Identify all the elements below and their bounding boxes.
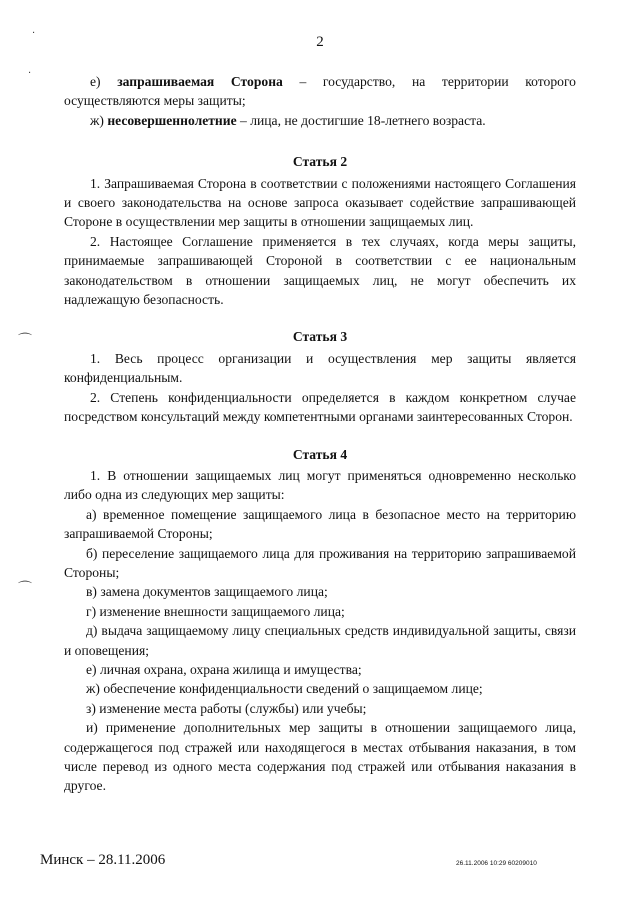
article-4-item-i: и) применение дополнительных мер защиты в отношении защищаемого лица, содержащегося под стражей или находящегося в местах отбывания наказания, в том числе перевод из одного места содержания под стражей или отбывания наказания в другое. <box>64 720 576 794</box>
article-4-item-v: в) замена документов защищаемого лица; <box>86 584 328 600</box>
document-body <box>64 72 576 796</box>
definition-zh-prefix: ж) <box>90 112 108 128</box>
article-4-item-b: б) переселение защищаемого лица для проживания на территорию запрашиваемой Стороны; <box>64 545 576 580</box>
definition-e <box>64 72 576 111</box>
article-3-paragraph-1: 1. Весь процесс организации и осуществления мер защиты является конфиденциальным. <box>64 350 576 386</box>
definition-zh-text: – лица, не достигшие 18-летнего возраста. <box>236 112 486 128</box>
scan-speck: · <box>28 68 32 79</box>
scan-mark: ⌒ <box>18 581 32 597</box>
definition-e-term: запрашиваемая Сторона <box>117 74 283 89</box>
definition-e-prefix: е) <box>90 74 118 89</box>
footer-place-date: Минск – 28.11.2006 <box>40 852 166 868</box>
article-2-title: Статья 2 <box>292 154 348 170</box>
article-2-paragraph-2: 2. Настоящее Соглашение применяется в тех случаях, когда меры защиты, принимаемые запрашивающей Стороной в соответствии с ее национальным законодательством в отношении защищаемых лиц, не могут обеспечить их надлежащую безопасность. <box>64 233 576 308</box>
page-number: 2 <box>316 34 324 50</box>
scan-speck: · <box>32 28 36 39</box>
article-4-intro: 1. В отношении защищаемых лиц могут применяться одновременно несколько либо одна из следующих мер защиты: <box>64 467 576 503</box>
article-4-item-z: з) изменение места работы (службы) или учебы; <box>86 700 367 716</box>
footer-fax-stamp: 26.11.2006 10:29 60209010 <box>456 860 537 867</box>
article-4-item-a: а) временное помещение защищаемого лица в безопасное место на территорию запрашиваемой Стороны; <box>64 506 576 542</box>
scan-mark: ⌒ <box>18 333 32 349</box>
definition-zh <box>64 111 576 130</box>
article-2-paragraph-1: 1. Запрашиваемая Сторона в соответствии с положениями настоящего Соглашения и своего законодательства на основе запроса оказывает содействие запрашивающей Стороне в осуществлении мер защиты в отношении защищаемых лиц. <box>64 175 576 230</box>
article-4-title: Статья 4 <box>292 446 348 462</box>
article-4-item-e: е) личная охрана, охрана жилища и имущества; <box>86 661 362 677</box>
definition-e-text: – государство, на территории которого осуществляются меры защиты; <box>64 74 576 109</box>
article-4-item-d: д) выдача защищаемому лицу специальных средств индивидуальной защиты, связи и оповещения; <box>64 623 576 658</box>
article-3-paragraph-2: 2. Степень конфиденциальности определяется в каждом конкретном случае посредством консультаций между компетентными органами заинтересованных Сторон. <box>64 389 576 425</box>
article-4-item-zh: ж) обеспечение конфиденциальности сведений о защищаемом лице; <box>86 681 483 697</box>
article-4-item-g: г) изменение внешности защищаемого лица; <box>86 603 345 619</box>
definition-zh-term: несовершеннолетние <box>107 112 237 128</box>
article-3-title: Статья 3 <box>292 329 348 345</box>
